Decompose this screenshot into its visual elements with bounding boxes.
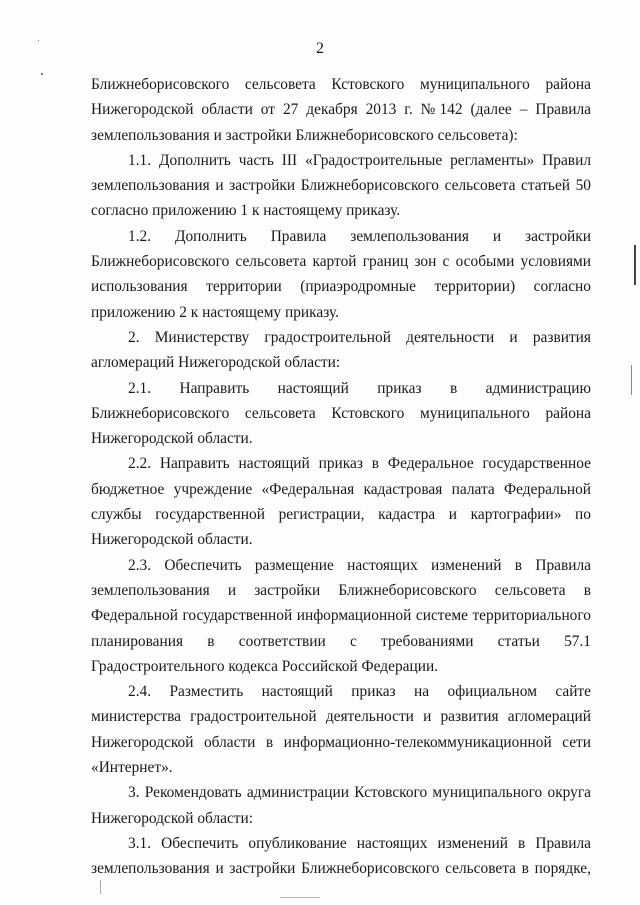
- document-body: [91, 72, 591, 882]
- paragraph-2-3: 2.3. Обеспечить размещение настоящих изменений в Правила землепользования и застройки Ближнеборисовского сельсовета в Федеральной государственной информационной системе территориального планирования в соответствии с требованиями статьи 57.1 Градостроительного кодекса Российской Федерации.: [91, 556, 591, 675]
- paragraph-2-4: 2.4. Разместить настоящий приказ на официальном сайте министерства градостроительной деятельности и развития агломераций Нижегородской области в информационно-телекоммуникационной сети «Интернет».: [91, 683, 591, 777]
- paragraph-intro: Ближнеборисовского сельсовета Кстовского муниципального района Нижегородской области от 27 декабря 2013 г. №142 (далее – Правила землепользования и застройки Ближнеборисовского сельсовета):: [91, 76, 591, 144]
- scan-edge-mark: [634, 245, 636, 285]
- scan-edge-mark: [100, 880, 101, 894]
- paragraph-2-1: 2.1. Направить настоящий приказ в администрацию Ближнеборисовского сельсовета Кстовского муниципального района Нижегородской области.: [91, 379, 591, 448]
- page-number: 2: [316, 40, 324, 57]
- scan-speck: [41, 73, 43, 75]
- scan-speck: [38, 40, 39, 41]
- paragraph-1-1: 1.1. Дополнить часть III «Градостроительные регламенты» Правил землепользования и застройки Ближнеборисовского сельсовета статьей 50 согласно приложению 1 к настоящему приказу.: [91, 151, 591, 220]
- paragraph-2-2: 2.2. Направить настоящий приказ в Федеральное государственное бюджетное учреждение «Федеральная кадастровая палата Федеральной службы государственной регистрации, кадастра и картографии» по Нижегородской области.: [91, 455, 591, 549]
- paragraph-3-1: 3.1. Обеспечить опубликование настоящих изменений в Правила землепользования и застройки Ближнеборисовского сельсовета в порядке,: [91, 834, 591, 878]
- scan-edge-mark: [280, 897, 320, 898]
- paragraph-3: 3. Рекомендовать администрации Кстовского муниципального округа Нижегородской области:: [91, 784, 591, 827]
- scan-edge-mark: [631, 365, 632, 395]
- paragraph-2: 2. Министерству градостроительной деятельности и развития агломераций Нижегородской области:: [91, 328, 591, 372]
- paragraph-1-2: 1.2. Дополнить Правила землепользования и застройки Ближнеборисовского сельсовета картой границ зон с особыми условиями использования территории (приаэродромные территории) согласно приложению 2 к настоящему приказу.: [91, 227, 591, 321]
